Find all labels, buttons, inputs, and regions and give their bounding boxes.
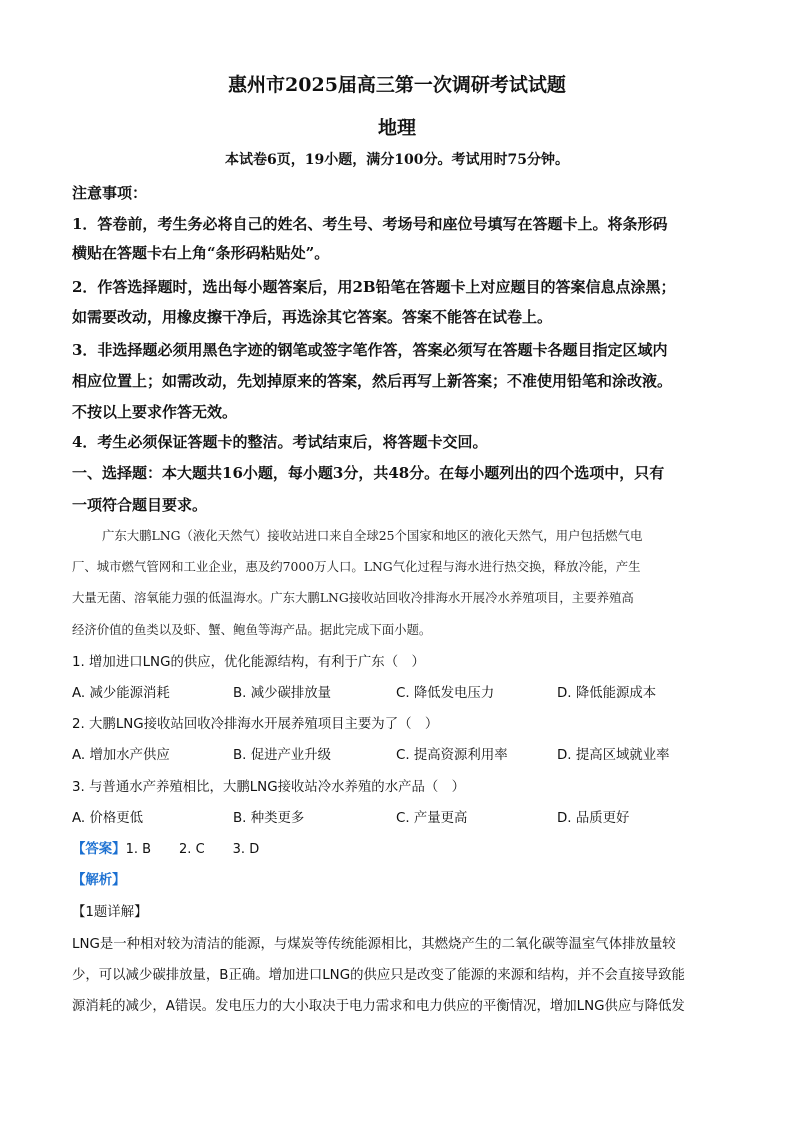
notes-line: 不按以上要求作答无效。 [72,403,238,421]
answer-value: 2. C [179,842,205,857]
notes-line: 横贴在答题卡右上角“条形码粘贴处”。 [72,244,330,262]
notes-line: 相应位置上；如需改动，先划掉原来的答案，然后再写上新答案；不准使用铅笔和涂改液。 [72,372,673,390]
passage-line: 大量无菌、溶氧能力强的低温海水。广东大鹏LNG接收站回收冷排海水开展冷水养殖项目，主要养殖高 [72,590,634,605]
answer-row [72,838,722,857]
option-c: C. 提高资源利用率 [396,748,508,763]
passage-line: 广东大鹏LNG（液化天然气）接收站进口来自全球25个国家和地区的液化天然气，用户包括燃气电 [102,528,643,543]
analysis-line: 源消耗的减少，A错误。发电压力的大小取决于电力需求和电力供应的平衡情况，增加LNG供应与降低发 [72,999,685,1014]
analysis-row [72,869,722,888]
option-a: A. 价格更低 [72,811,143,826]
notes-line: 2．作答选择题时，选出每小题答案后，用2B铅笔在答题卡上对应题目的答案信息点涂黑； [72,278,676,296]
option-c: C. 产量更高 [396,811,468,826]
option-c: C. 降低发电压力 [396,686,495,701]
answer-tag: 【答案】 [72,842,126,857]
option-a: A. 增加水产供应 [72,748,170,763]
option-d: D. 提高区域就业率 [557,748,670,763]
answer-value: 1. B [125,842,152,857]
option-a: A. 减少能源消耗 [72,686,170,701]
option-b: B. 促进产业升级 [233,748,332,763]
analysis-line: 少，可以减少碳排放量，B正确。增加进口LNG的供应只是改变了能源的来源和结构，并不会直接导致能 [72,968,685,983]
section-heading: 一、选择题：本大题共16小题，每小题3分，共48分。在每小题列出的四个选项中，只有 [72,464,665,482]
analysis-subheading: 【1题详解】 [72,905,148,920]
notes-line: 4．考生必须保证答题卡的整洁。考试结束后，将答题卡交回。 [72,433,488,451]
option-d: D. 降低能源成本 [557,686,657,701]
passage-line: 经济价值的鱼类以及虾、蟹、鲍鱼等海产品。据此完成下面小题。 [72,622,432,637]
answer-value: 3. D [232,842,260,857]
question-stem: 3. 与普通水产养殖相比，大鹏LNG接收站冷水养殖的水产品（ ） [72,780,466,795]
notes-heading: 注意事项： [72,184,148,202]
section-heading-cont: 一项符合题目要求。 [72,496,208,514]
option-b: B. 种类更多 [233,811,305,826]
question-stem: 2. 大鹏LNG接收站回收冷排海水开展养殖项目主要为了（ ） [72,717,439,732]
exam-title: 惠州市2025届高三第一次调研考试试题 [228,74,566,96]
exam-meta: 本试卷6页，19小题，满分100分。考试用时75分钟。 [225,152,569,168]
notes-line: 如需要改动，用橡皮擦干净后，再选涂其它答案。答案不能答在试卷上。 [72,308,553,326]
analysis-line: LNG是一种相对较为清洁的能源，与煤炭等传统能源相比，其燃烧产生的二氧化碳等温室气体排放量较 [72,937,676,952]
subject-title: 地理 [377,117,416,139]
option-b: B. 减少碳排放量 [233,686,332,701]
analysis-tag: 【解析】 [72,873,126,888]
notes-line: 3．非选择题必须用黑色字迹的钢笔或签字笔作答，答案必须写在答题卡各题目指定区域内 [72,341,668,359]
question-stem: 1. 增加进口LNG的供应，优化能源结构，有利于广东（ ） [72,655,425,670]
passage-line: 厂、城市燃气管网和工业企业，惠及约7000万人口。LNG气化过程与海水进行热交换，释放冷能，产生 [72,559,641,574]
notes-line: 1．答卷前，考生务必将自己的姓名、考生号、考场号和座位号填写在答题卡上。将条形码 [72,215,668,233]
option-d: D. 品质更好 [557,811,630,826]
